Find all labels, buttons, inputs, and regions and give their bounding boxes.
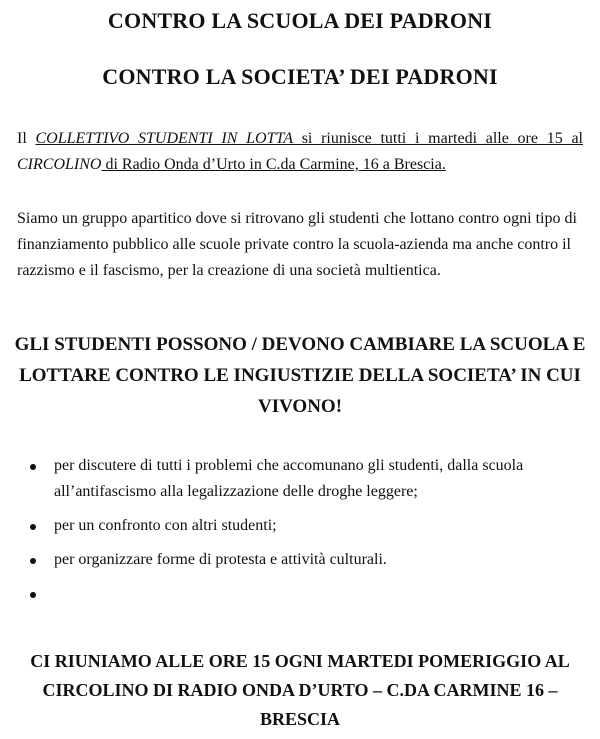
bullet-icon bbox=[30, 464, 36, 470]
list-item bbox=[30, 453, 590, 505]
bullet-icon bbox=[30, 558, 36, 564]
slogan-heading: GLI STUDENTI POSSONO / DEVONO CAMBIARE LA SCUOLA E LOTTARE CONTRO LE INGIUSTIZIE DELLA SOCIETA’ IN CUI VIVONO! bbox=[14, 334, 586, 417]
description-paragraph: Siamo un gruppo apartitico dove si ritrovano gli studenti che lottano contro ogni tipo di finanziamento pubblico alle scuole private contro la scuola-azienda ma anche contro il razzismo e il fascismo, per la creazione di una società multientica. bbox=[17, 210, 577, 279]
list-item bbox=[30, 513, 590, 539]
list-item-text: per organizzare forme di protesta e attività culturali. bbox=[54, 551, 387, 568]
group-name: COLLETTIVO STUDENTI IN LOTTA bbox=[35, 130, 293, 147]
venue-address: di Radio Onda d’Urto in C.da Carmine, 16 a Brescia. bbox=[101, 156, 446, 173]
purpose-list bbox=[30, 453, 590, 615]
venue-name: CIRCOLINO bbox=[17, 156, 102, 173]
document-subtitle: CONTRO LA SOCIETA’ DEI PADRONI bbox=[102, 64, 498, 89]
meeting-text: si riunisce tutti i martedi alle ore 15 al bbox=[292, 130, 583, 147]
bullet-icon bbox=[30, 592, 36, 598]
bullet-icon bbox=[30, 524, 36, 530]
meeting-notice: CI RIUNIAMO ALLE ORE 15 OGNI MARTEDI POMERIGGIO AL CIRCOLINO DI RADIO ONDA D’URTO – C.DA CARMINE 16 – BRESCIA bbox=[30, 651, 570, 729]
document-title: CONTRO LA SCUOLA DEI PADRONI bbox=[107, 8, 493, 33]
list-item-text: per discutere di tutti i problemi che accomunano gli studenti, dalla scuola all’antifascismo alla legalizzazione delle droghe leggere; bbox=[54, 457, 524, 500]
list-item bbox=[30, 581, 590, 607]
intro-paragraph bbox=[17, 126, 583, 178]
list-item bbox=[30, 547, 590, 573]
intro-prefix: Il bbox=[17, 130, 36, 147]
list-item-text: per un confronto con altri studenti; bbox=[54, 517, 277, 534]
